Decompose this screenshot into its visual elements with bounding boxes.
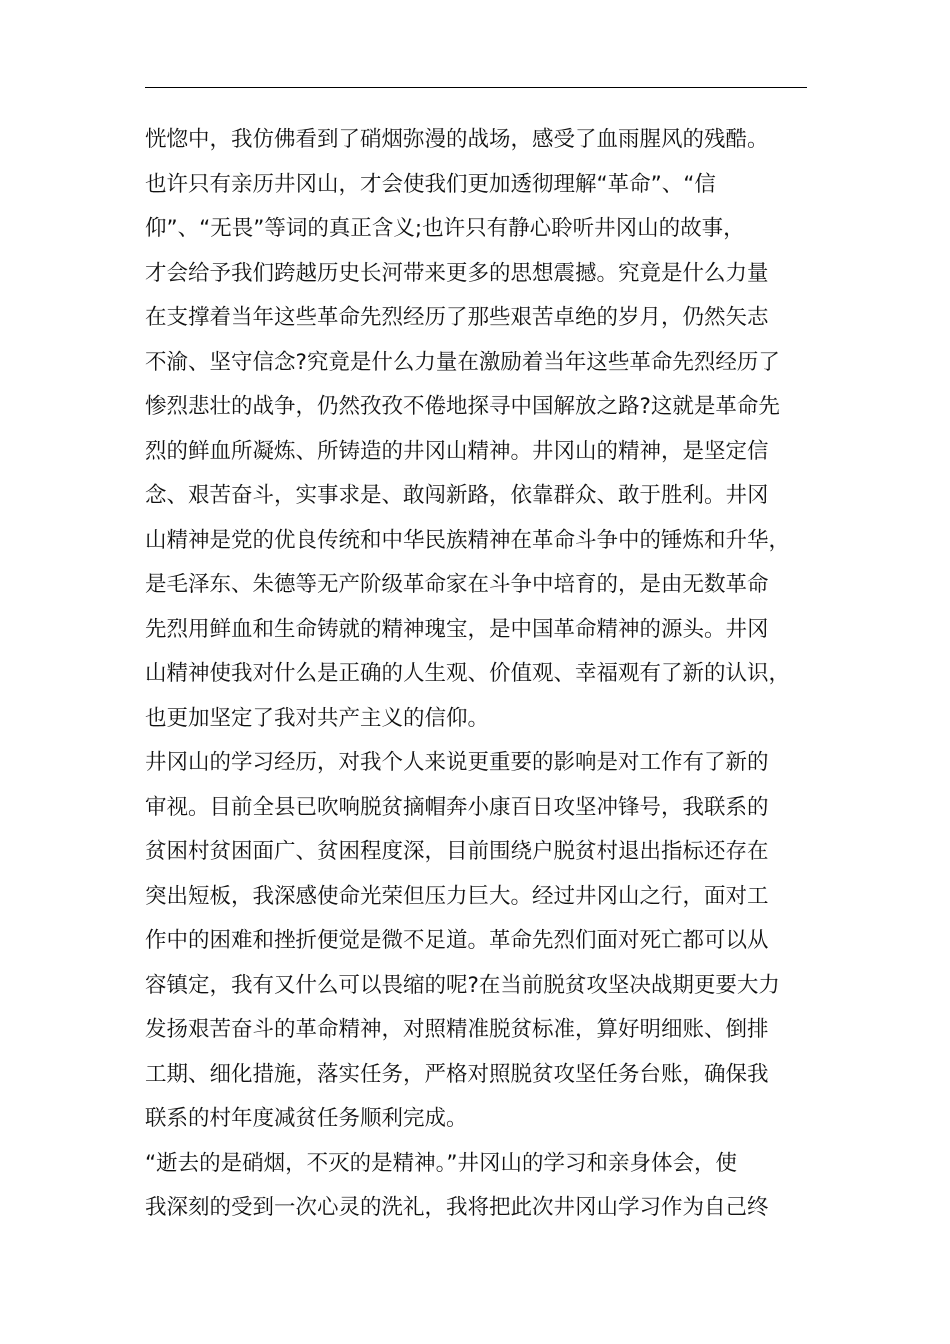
document-body bbox=[145, 118, 810, 1231]
header-rule bbox=[145, 87, 807, 88]
text-line: 我深刻的受到一次心灵的洗礼，我将把此次井冈山学习作为自己终 bbox=[145, 1195, 769, 1220]
text-line: 惨烈悲壮的战争，仍然孜孜不倦地探寻中国解放之路?这就是革命先 bbox=[145, 394, 780, 419]
text-line: 山精神使我对什么是正确的人生观、价值观、幸福观有了新的认识， bbox=[145, 661, 791, 686]
text-line: 才会给予我们跨越历史长河带来更多的思想震撼。究竟是什么力量 bbox=[145, 260, 769, 286]
text-line: 也许只有亲历井冈山，才会使我们更加透彻理解“革命”、“信 bbox=[145, 171, 716, 197]
text-line: 工期、细化措施，落实任务，严格对照脱贫攻坚任务台账，确保我 bbox=[145, 1061, 769, 1087]
text-line: 念、艰苦奋斗，实事求是、敢闯新路，依靠群众、敢于胜利。井冈 bbox=[145, 483, 769, 508]
text-line: 先烈用鲜血和生命铸就的精神瑰宝，是中国革命精神的源头。井冈 bbox=[145, 616, 769, 642]
text-line: 在支撑着当年这些革命先烈经历了那些艰苦卓绝的岁月，仍然矢志 bbox=[145, 305, 769, 330]
text-line: 烈的鲜血所凝炼、所铸造的井冈山精神。井冈山的精神，是坚定信 bbox=[145, 438, 769, 464]
text-line: 作中的困难和挫折便觉是微不足道。革命先烈们面对死亡都可以从 bbox=[145, 928, 769, 953]
text-line: 恍惚中，我仿佛看到了硝烟弥漫的战场，感受了血雨腥风的残酷。 bbox=[145, 127, 769, 152]
text-line: 井冈山的学习经历，对我个人来说更重要的影响是对工作有了新的 bbox=[145, 750, 769, 775]
text-line: 联系的村年度减贫任务顺利完成。 bbox=[145, 1106, 468, 1131]
text-line: 山精神是党的优良传统和中华民族精神在革命斗争中的锤炼和升华， bbox=[145, 527, 791, 553]
text-line: 不渝、坚守信念?究竟是什么力量在激励着当年这些革命先烈经历了 bbox=[145, 349, 780, 375]
text-line: 是毛泽东、朱德等无产阶级革命家在斗争中培育的，是由无数革命 bbox=[145, 572, 769, 597]
text-line: 发扬艰苦奋斗的革命精神，对照精准脱贫标准，算好明细账、倒排 bbox=[145, 1017, 769, 1042]
text-line: 贫困村贫困面广、贫困程度深，目前围绕户脱贫村退出指标还存在 bbox=[145, 839, 769, 864]
text-line: 仰”、“无畏”等词的真正含义;也许只有静心聆听井冈山的故事， bbox=[145, 216, 745, 241]
text-line: 突出短板，我深感使命光荣但压力巨大。经过井冈山之行，面对工 bbox=[145, 883, 769, 909]
text-line: 容镇定，我有又什么可以畏缩的呢?在当前脱贫攻坚决战期更要大力 bbox=[145, 972, 780, 998]
text-line: 也更加坚定了我对共产主义的信仰。 bbox=[145, 705, 490, 731]
text-line: 审视。目前全县已吹响脱贫摘帽奔小康百日攻坚冲锋号，我联系的 bbox=[145, 794, 769, 820]
text-line: “逝去的是硝烟，不灭的是精神。”井冈山的学习和亲身体会，使 bbox=[145, 1150, 738, 1176]
